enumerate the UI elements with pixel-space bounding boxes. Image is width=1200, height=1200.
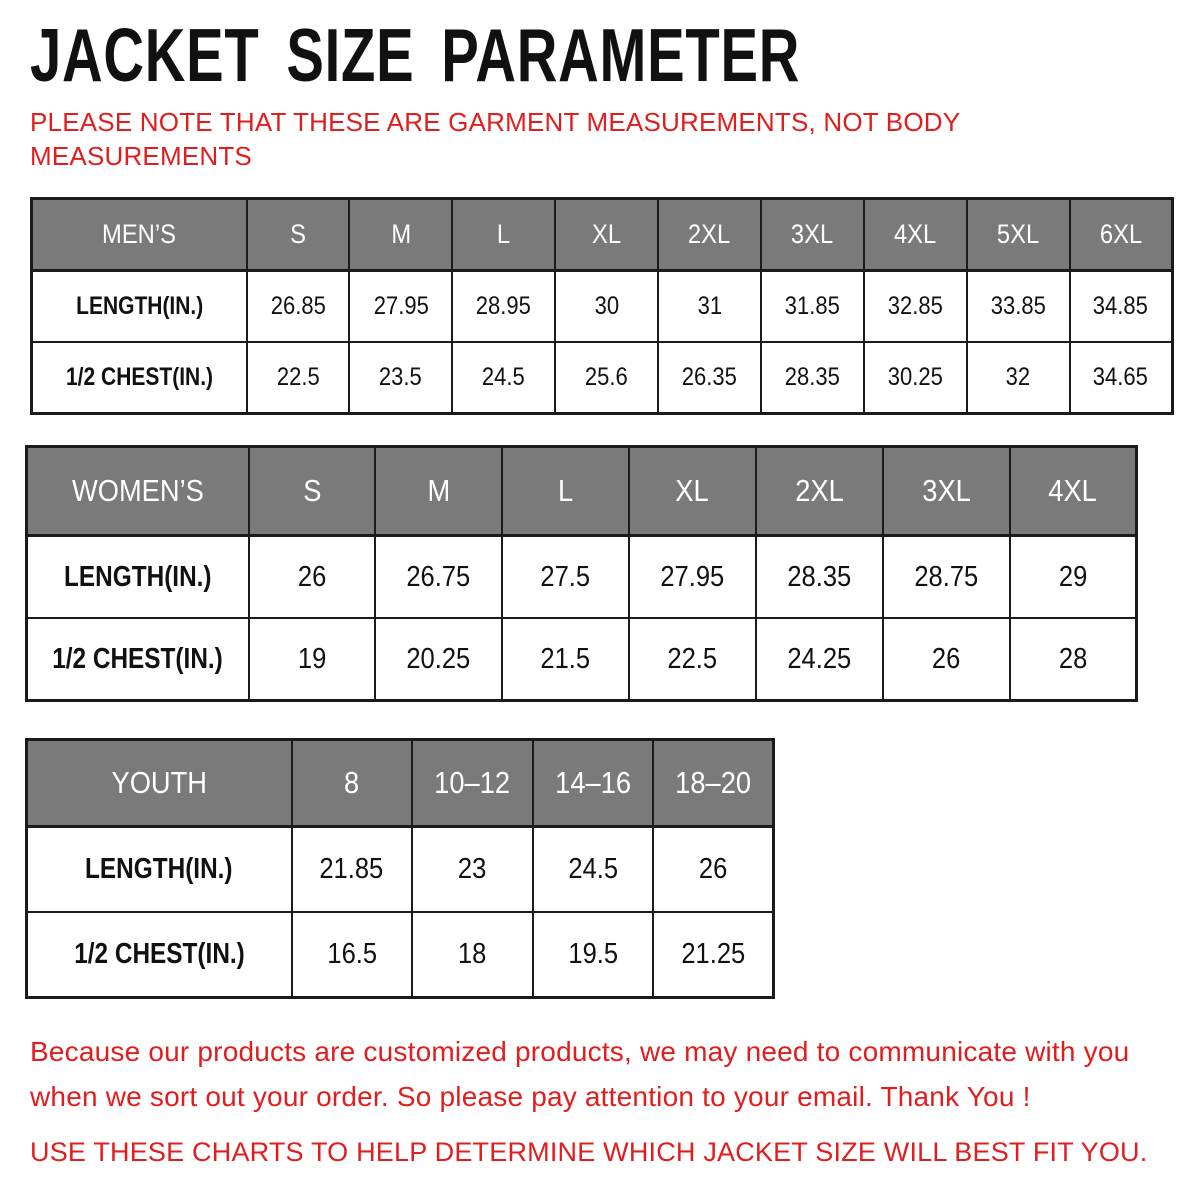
page-title-text: JACKET SIZE PARAMETER bbox=[30, 13, 801, 97]
value-cell: 19.5 bbox=[533, 912, 654, 998]
mens-header-row bbox=[32, 199, 1173, 271]
size-header-cell: S bbox=[247, 199, 350, 271]
row-label-cell: 1/2 CHEST(IN.) bbox=[27, 912, 292, 998]
value-cell: 28 bbox=[1010, 618, 1137, 701]
row-label-cell: LENGTH(IN.) bbox=[27, 536, 249, 619]
size-header-cell: 2XL bbox=[756, 447, 883, 536]
use-charts-notice: USE THESE CHARTS TO HELP DETERMINE WHICH JACKET SIZE WILL BEST FIT YOU. bbox=[30, 1137, 1148, 1168]
value-cell: 31 bbox=[658, 271, 761, 343]
size-header-cell: M bbox=[349, 199, 452, 271]
value-cell: 22.5 bbox=[247, 342, 350, 414]
value-cell: 31.85 bbox=[761, 271, 864, 343]
youth-size-table bbox=[25, 738, 775, 999]
youth-chest-row bbox=[27, 912, 774, 998]
value-cell: 24.25 bbox=[756, 618, 883, 701]
value-cell: 26.35 bbox=[658, 342, 761, 414]
value-cell: 26.75 bbox=[375, 536, 502, 619]
value-cell: 26 bbox=[653, 827, 774, 913]
size-header-cell: 3XL bbox=[761, 199, 864, 271]
value-cell: 34.85 bbox=[1070, 271, 1173, 343]
value-cell: 30.25 bbox=[864, 342, 967, 414]
value-cell: 32 bbox=[967, 342, 1070, 414]
size-header-cell: 18–20 bbox=[653, 740, 774, 827]
size-header-cell: M bbox=[375, 447, 502, 536]
notice-line-1: Because our products are customized products, we may need to communicate with you bbox=[30, 1036, 1130, 1068]
womens-length-row bbox=[27, 536, 1137, 619]
value-cell: 33.85 bbox=[967, 271, 1070, 343]
size-header-cell: 5XL bbox=[967, 199, 1070, 271]
value-cell: 28.35 bbox=[756, 536, 883, 619]
value-cell: 27.95 bbox=[349, 271, 452, 343]
value-cell: 18 bbox=[412, 912, 533, 998]
value-cell: 25.6 bbox=[555, 342, 658, 414]
value-cell: 26 bbox=[249, 536, 376, 619]
row-label-cell: LENGTH(IN.) bbox=[27, 827, 292, 913]
size-header-cell: L bbox=[502, 447, 629, 536]
mens-table-title-cell: MEN’S bbox=[32, 199, 247, 271]
value-cell: 21.25 bbox=[653, 912, 774, 998]
size-header-cell: S bbox=[249, 447, 376, 536]
mens-chest-row bbox=[32, 342, 1173, 414]
page-title bbox=[30, 13, 1172, 97]
size-header-cell: 3XL bbox=[883, 447, 1010, 536]
value-cell: 21.5 bbox=[502, 618, 629, 701]
value-cell: 32.85 bbox=[864, 271, 967, 343]
size-header-cell: 8 bbox=[292, 740, 413, 827]
size-header-cell: XL bbox=[629, 447, 756, 536]
womens-size-table bbox=[25, 445, 1138, 702]
value-cell: 22.5 bbox=[629, 618, 756, 701]
value-cell: 28.35 bbox=[761, 342, 864, 414]
womens-chest-row bbox=[27, 618, 1137, 701]
row-label-cell: 1/2 CHEST(IN.) bbox=[27, 618, 249, 701]
garment-measurement-note bbox=[30, 105, 1172, 173]
value-cell: 28.95 bbox=[452, 271, 555, 343]
note-line-1: PLEASE NOTE THAT THESE ARE GARMENT MEASUREMENTS, NOT BODY bbox=[30, 107, 961, 138]
womens-header-row bbox=[27, 447, 1137, 536]
value-cell: 16.5 bbox=[292, 912, 413, 998]
value-cell: 21.85 bbox=[292, 827, 413, 913]
row-label-cell: LENGTH(IN.) bbox=[32, 271, 247, 343]
value-cell: 28.75 bbox=[883, 536, 1010, 619]
value-cell: 24.5 bbox=[452, 342, 555, 414]
size-header-cell: 4XL bbox=[1010, 447, 1137, 536]
size-header-cell: 4XL bbox=[864, 199, 967, 271]
value-cell: 19 bbox=[249, 618, 376, 701]
size-header-cell: 2XL bbox=[658, 199, 761, 271]
size-header-cell: XL bbox=[555, 199, 658, 271]
row-label-cell: 1/2 CHEST(IN.) bbox=[32, 342, 247, 414]
mens-size-table bbox=[30, 197, 1174, 415]
size-header-cell: 14–16 bbox=[533, 740, 654, 827]
customized-products-notice bbox=[30, 1029, 1172, 1119]
value-cell: 30 bbox=[555, 271, 658, 343]
size-header-cell: 6XL bbox=[1070, 199, 1173, 271]
value-cell: 34.65 bbox=[1070, 342, 1173, 414]
value-cell: 24.5 bbox=[533, 827, 654, 913]
notice-line-2: when we sort out your order. So please pay attention to your email. Thank You ! bbox=[30, 1081, 1031, 1113]
value-cell: 26 bbox=[883, 618, 1010, 701]
youth-header-row bbox=[27, 740, 774, 827]
youth-length-row bbox=[27, 827, 774, 913]
size-header-cell: 10–12 bbox=[412, 740, 533, 827]
womens-table-title-cell: WOMEN’S bbox=[27, 447, 249, 536]
value-cell: 29 bbox=[1010, 536, 1137, 619]
mens-length-row bbox=[32, 271, 1173, 343]
value-cell: 27.5 bbox=[502, 536, 629, 619]
value-cell: 20.25 bbox=[375, 618, 502, 701]
value-cell: 23.5 bbox=[349, 342, 452, 414]
value-cell: 27.95 bbox=[629, 536, 756, 619]
value-cell: 26.85 bbox=[247, 271, 350, 343]
note-line-2: MEASUREMENTS bbox=[30, 141, 252, 172]
value-cell: 23 bbox=[412, 827, 533, 913]
size-header-cell: L bbox=[452, 199, 555, 271]
youth-table-title-cell: YOUTH bbox=[27, 740, 292, 827]
